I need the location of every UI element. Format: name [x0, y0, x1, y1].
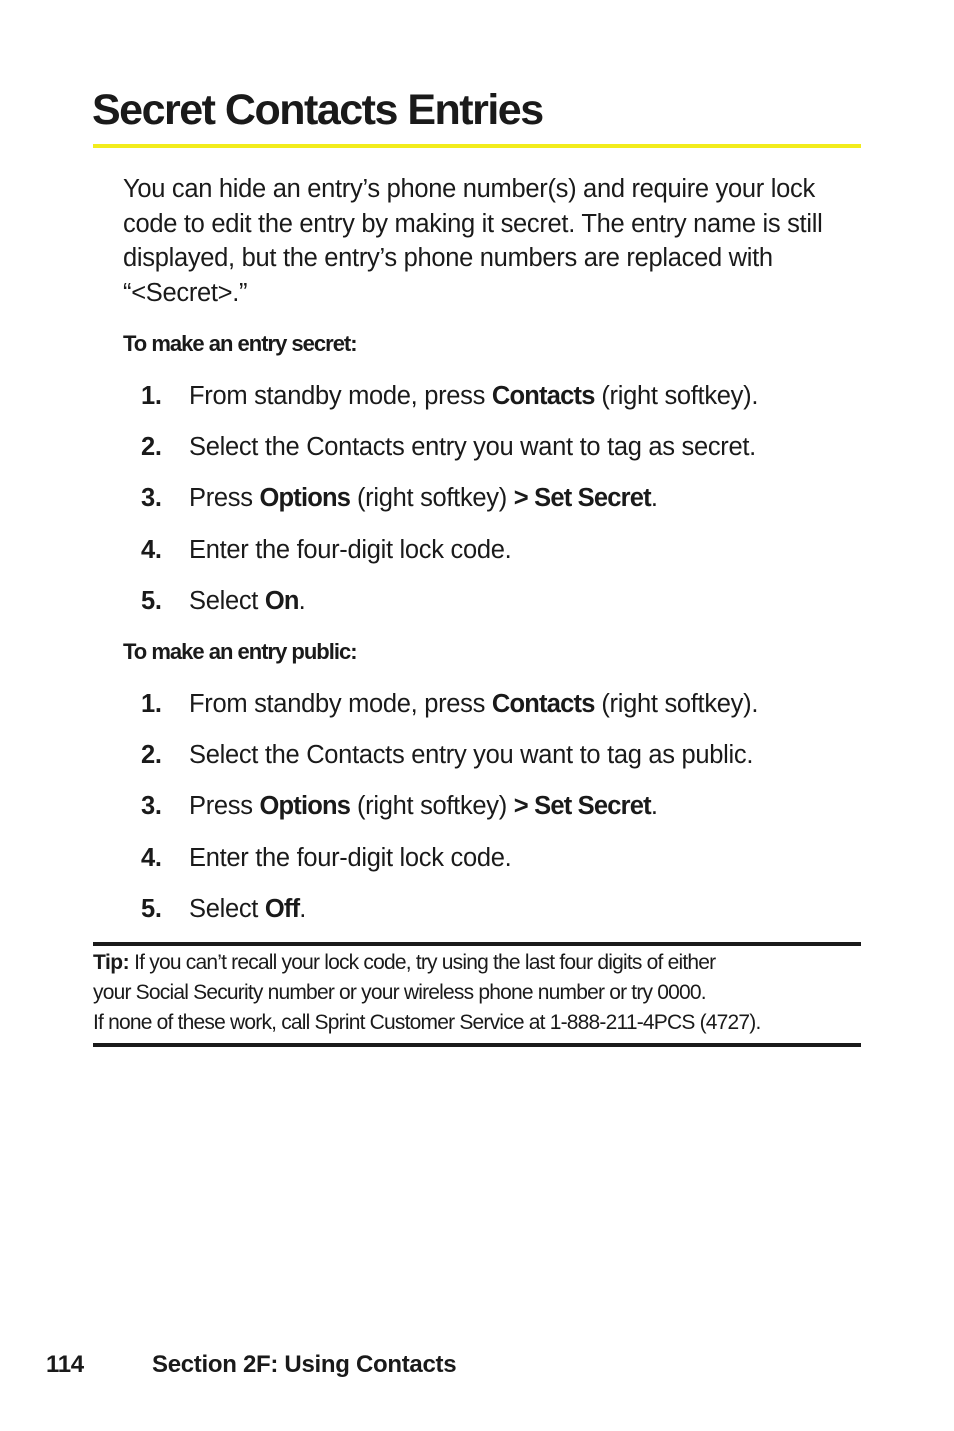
tip-line-3: If none of these work, call Sprint Customer Service at 1-888-211-4PCS (4727).	[93, 1011, 761, 1034]
step-text-run: .	[299, 894, 307, 923]
step-text	[189, 842, 511, 874]
intro-paragraph: You can hide an entry’s phone number(s) and require your lock code to edit the entry by making it secret. The entry name is still displayed, but the entry’s phone numbers are replaced with “<Secret>.”	[123, 175, 823, 308]
step-keyword: Options	[259, 792, 351, 821]
step-keyword: Contacts	[491, 382, 595, 410]
step-text-run: Select the Contacts entry you want to tag as public.	[189, 741, 754, 770]
step-number: 1.	[141, 690, 162, 718]
step-keyword: On	[264, 586, 299, 615]
step-text-run: (right softkey)	[350, 792, 514, 821]
step-text-run: Select	[189, 894, 265, 923]
tip-label: Tip:	[93, 951, 130, 974]
step-text-run: Select	[189, 586, 265, 615]
step-text-run: From standby mode, press	[189, 382, 492, 410]
step-text-run: Enter the four-digit lock code.	[189, 843, 512, 872]
step-keyword: > Set Secret	[513, 792, 651, 821]
page-title: Secret Contacts Entries	[92, 86, 543, 134]
step-text	[189, 585, 305, 617]
step-number: 1.	[141, 382, 162, 410]
step-number: 3.	[141, 792, 162, 821]
tip-top-rule	[93, 942, 861, 946]
step-text-run: Select the Contacts entry you want to tag as secret.	[189, 433, 756, 462]
step-text	[189, 534, 511, 566]
step-text-run: Press	[189, 484, 260, 513]
step-keyword: Options	[259, 484, 351, 513]
step-number: 5.	[141, 894, 162, 923]
step-number: 3.	[141, 484, 162, 513]
step-text-run: (right softkey)	[350, 484, 514, 513]
step-keyword: Off	[264, 894, 300, 923]
step-number: 2.	[141, 741, 162, 770]
title-rule	[93, 144, 861, 148]
tip-box	[93, 948, 873, 1038]
step-keyword: > Set Secret	[513, 484, 651, 513]
page-number: 114	[46, 1351, 84, 1378]
step-keyword: Contacts	[491, 690, 595, 718]
step-number: 2.	[141, 433, 162, 462]
step-number: 4.	[141, 535, 162, 564]
step-number: 4.	[141, 843, 162, 872]
tip-line-1	[93, 948, 873, 978]
step-text	[189, 482, 658, 514]
step-text-run: (right softkey).	[594, 382, 759, 410]
step-text	[189, 739, 753, 771]
tip-text-1: If you can’t recall your lock code, try using the last four digits of either	[129, 951, 716, 974]
procedure-heading-secret: To make an entry secret:	[123, 331, 357, 356]
step-text	[189, 431, 756, 463]
step-text	[189, 893, 306, 925]
procedure-heading-public: To make an entry public:	[123, 639, 357, 664]
step-text	[189, 790, 658, 822]
step-text-run: (right softkey).	[594, 690, 759, 718]
footer-section-title: Section 2F: Using Contacts	[152, 1351, 457, 1378]
step-text-run: .	[650, 792, 658, 821]
step-number: 5.	[141, 586, 162, 615]
step-text-run: Press	[189, 792, 260, 821]
step-text-run: .	[298, 586, 306, 615]
tip-bottom-rule	[93, 1043, 861, 1047]
tip-line-2: your Social Security number or your wireless phone number or try 0000.	[93, 981, 706, 1004]
step-text-run: Enter the four-digit lock code.	[189, 535, 512, 564]
step-text	[189, 380, 758, 412]
step-text	[189, 688, 758, 720]
step-text-run: From standby mode, press	[189, 690, 492, 718]
step-text-run: .	[650, 484, 658, 513]
